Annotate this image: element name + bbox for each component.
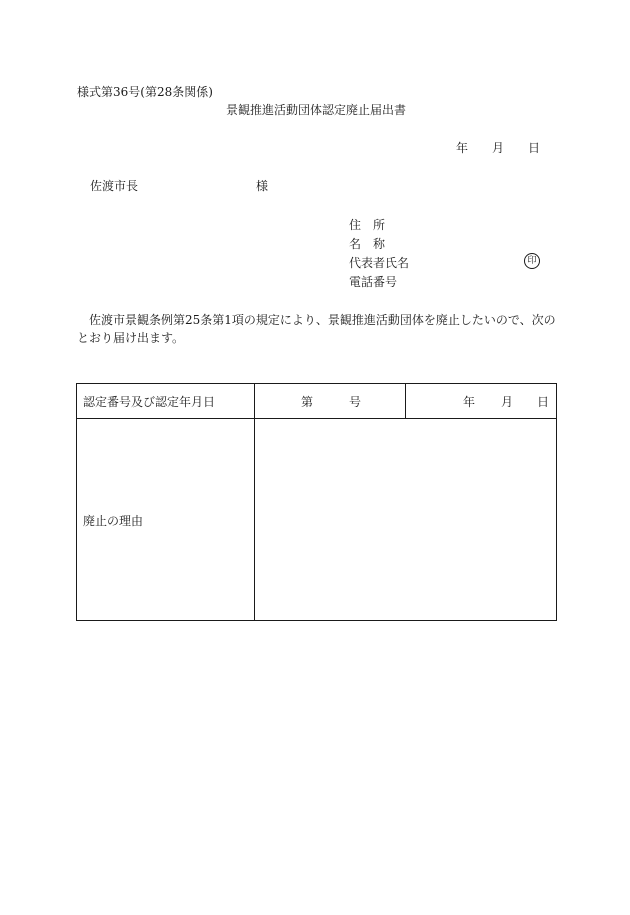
table-column-divider — [254, 384, 255, 620]
notification-body-text: 佐渡市景観条例第25条第1項の規定により、景観推進活動団体を廃止したいので、次のとおり届け出ます。 — [77, 313, 556, 345]
document-title: 景観推進活動団体認定廃止届出書 — [226, 103, 407, 117]
date-day-label: 日 — [528, 141, 541, 155]
addressee-name: 佐渡市長 — [90, 179, 139, 193]
certification-number-prefix: 第 — [301, 395, 314, 409]
certification-year-label: 年 — [463, 395, 476, 409]
applicant-representative-label: 代表者氏名 — [349, 256, 410, 270]
applicant-name-label: 名 称 — [349, 237, 386, 251]
date-year-label: 年 — [456, 141, 469, 155]
table-cell-divider — [405, 384, 406, 418]
certification-day-label: 日 — [537, 395, 550, 409]
certification-number-date-label: 認定番号及び認定年月日 — [83, 395, 216, 409]
certification-number-suffix: 号 — [349, 395, 362, 409]
table-row-divider — [77, 418, 556, 419]
applicant-phone-label: 電話番号 — [349, 275, 398, 289]
certification-month-label: 月 — [501, 395, 514, 409]
form-number: 様式第36号(第28条関係) — [77, 85, 213, 99]
seal-mark-icon: 印 — [524, 253, 540, 269]
applicant-address-label: 住 所 — [349, 218, 386, 232]
addressee-honorific: 様 — [256, 179, 269, 193]
notification-form-table — [76, 383, 557, 621]
abolition-reason-label: 廃止の理由 — [83, 514, 144, 528]
date-month-label: 月 — [492, 141, 505, 155]
